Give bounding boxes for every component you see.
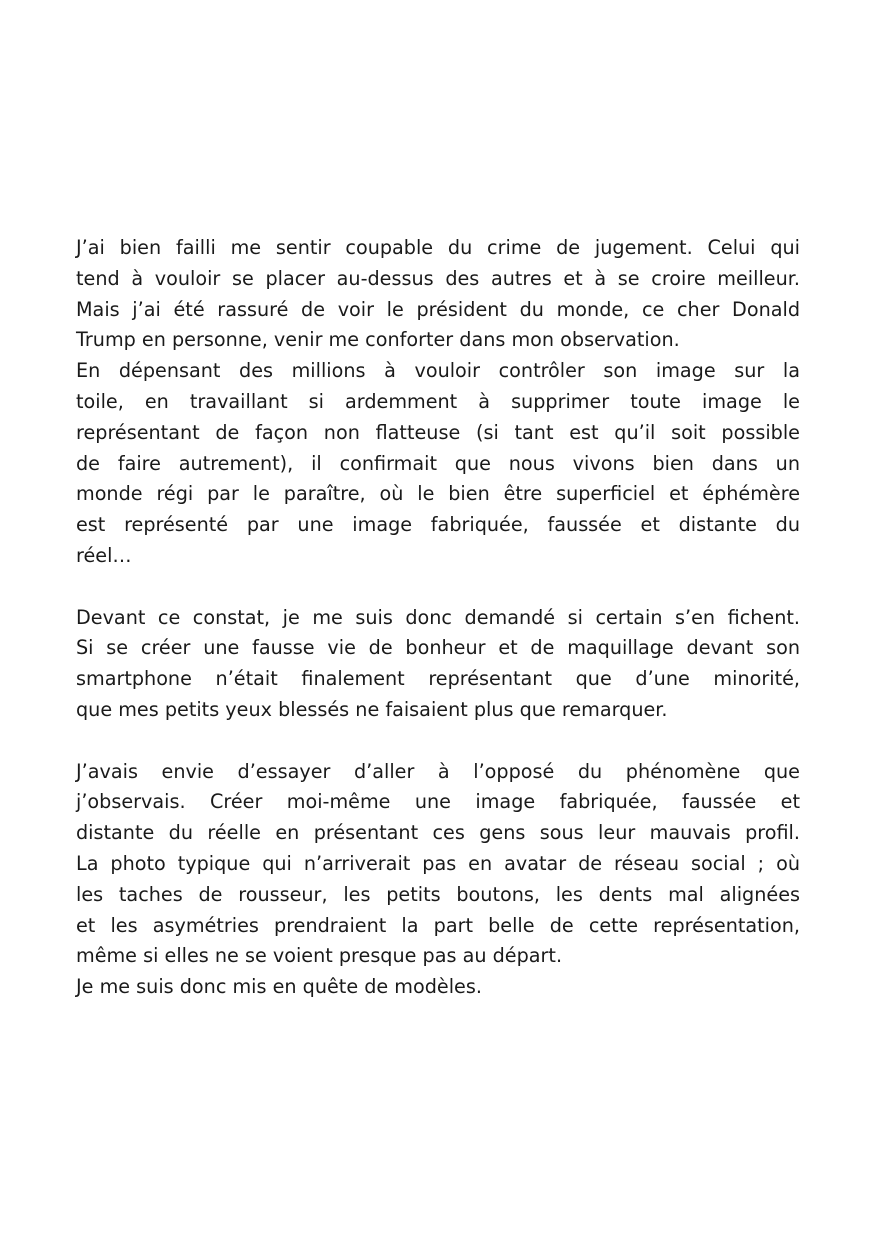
text-line: Mais j’ai été rassuré de voir le président du monde, ce cher Donald — [76, 297, 800, 321]
text-line: Si se créer une fausse vie de bonheur et de maquillage devant son — [76, 636, 800, 660]
text-line: Trump en personne, venir me conforter dans mon observation. — [76, 328, 680, 352]
text-line: La photo typique qui n’arriverait pas en avatar de réseau social ; où — [76, 851, 800, 875]
text-line: représentant de façon non flatteuse (si tant est qu’il soit possible — [76, 420, 800, 444]
text-line: réel… — [76, 543, 132, 567]
paragraph-spacer — [76, 572, 800, 603]
text-line: distante du réelle en présentant ces gens sous leur mauvais profil. — [76, 821, 800, 845]
text-line: j’observais. Créer moi-même une image fabriquée, faussée et — [76, 790, 800, 814]
text-line: tend à vouloir se placer au-dessus des autres et à se croire meilleur. — [76, 266, 800, 290]
text-line: J’ai bien failli me sentir coupable du crime de jugement. Celui qui — [76, 236, 800, 259]
text-line: Devant ce constat, je me suis donc demandé si certain s’en fichent. — [76, 605, 800, 629]
text-line: J’avais envie d’essayer d’aller à l’opposé du phénomène que — [76, 759, 800, 783]
text-line: et les asymétries prendraient la part belle de cette représentation, — [76, 913, 800, 937]
paragraph-2 — [76, 603, 800, 726]
paragraph-1 — [76, 233, 800, 572]
text-line: En dépensant des millions à vouloir contrôler son image sur la — [76, 359, 800, 383]
text-line: les taches de rousseur, les petits boutons, les dents mal alignées — [76, 882, 800, 906]
paragraph-spacer — [76, 726, 800, 757]
text-line: Je me suis donc mis en quête de modèles. — [76, 975, 482, 999]
paragraph-3 — [76, 757, 800, 1003]
text-line: est représenté par une image fabriquée, faussée et distante du — [76, 513, 800, 537]
text-line: que mes petits yeux blessés ne faisaient plus que remarquer. — [76, 697, 668, 721]
text-line: smartphone n’était finalement représentant que d’une minorité, — [76, 667, 800, 691]
text-line: monde régi par le paraître, où le bien être superficiel et éphémère — [76, 482, 800, 506]
text-line: de faire autrement), il confirmait que nous vivons bien dans un — [76, 451, 800, 475]
body-text — [76, 233, 800, 1003]
text-line: même si elles ne se voient presque pas au départ. — [76, 944, 563, 968]
text-line: toile, en travaillant si ardemment à supprimer toute image le — [76, 389, 800, 413]
